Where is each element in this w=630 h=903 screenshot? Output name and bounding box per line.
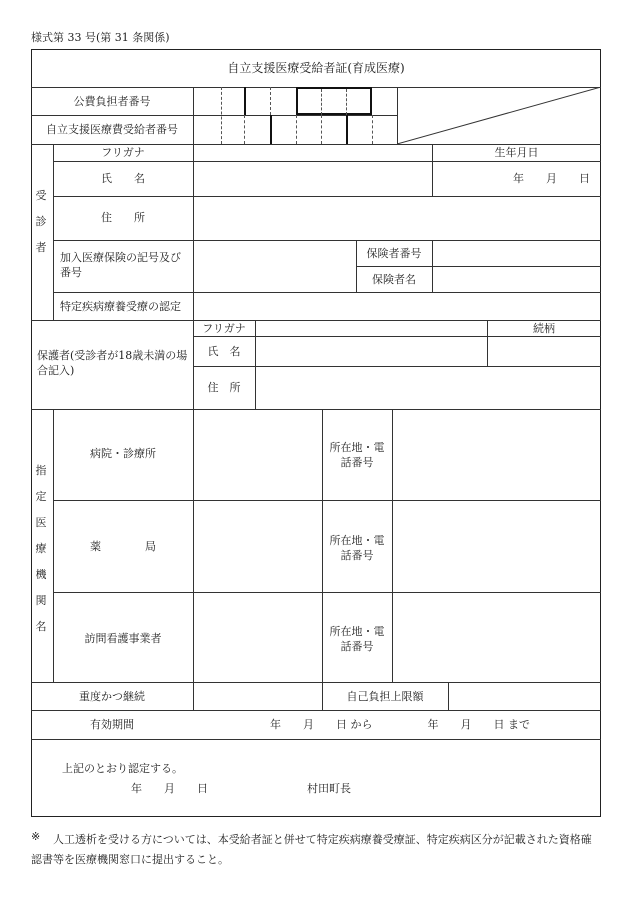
divider <box>53 500 601 501</box>
divider <box>31 739 601 740</box>
divider <box>193 409 194 710</box>
hospital-label: 病院・診療所 <box>90 447 156 460</box>
digit-divider <box>270 115 272 144</box>
digit-divider <box>372 115 373 144</box>
divider <box>31 710 601 711</box>
divider <box>193 87 194 144</box>
birth-date-format: 年 月 日 <box>513 172 590 185</box>
digit-divider <box>296 115 297 144</box>
nursing-label: 訪問看護事業者 <box>84 632 162 645</box>
divider <box>392 409 393 682</box>
divider <box>31 115 397 116</box>
insurer-name-label: 保険者名 <box>372 273 416 286</box>
divider <box>193 366 601 367</box>
diagonal-strike <box>397 87 601 144</box>
birth-date-label: 生年月日 <box>494 146 539 159</box>
form-title: 自立支援医療受給者証(育成医療) <box>227 61 405 75</box>
patient-name-label: 氏 名 <box>101 172 145 185</box>
divider <box>31 682 601 683</box>
guardian-name-label: 氏 名 <box>207 345 241 358</box>
severe-continuous-label: 重度かつ継続 <box>79 690 145 703</box>
digit-divider <box>321 115 322 144</box>
divider <box>31 144 601 145</box>
digit-divider <box>221 87 222 144</box>
divider <box>448 682 449 710</box>
divider <box>193 336 601 337</box>
institution-side-label: 指 定 医 療 機 関 名 <box>35 464 47 633</box>
divider <box>53 196 601 197</box>
footnote: 人工透析を受ける方については、本受給者証と併せて特定疾病療養受療証、特定疾病区分が記載された資格確認書等を医療機関窓口に提出すること。 <box>31 833 592 866</box>
certify-date: 年 月 日 <box>131 782 208 795</box>
recipient-number-label: 自立支援医療費受給者番号 <box>46 123 178 136</box>
patient-furigana-label: フリガナ <box>101 146 145 159</box>
pharmacy-label: 薬 局 <box>90 540 156 553</box>
digit-divider <box>244 115 245 144</box>
footnote-mark: ※ <box>31 830 41 843</box>
validity-text: 年 月 日 から 年 月 日 まで <box>270 718 530 731</box>
guardian-furigana-label: フリガナ <box>202 322 246 335</box>
form-id: 様式第 33 号(第 31 条関係) <box>31 31 170 44</box>
nursing-location-label: 所在地・電話番号 <box>329 625 385 653</box>
public-payer-number-label: 公費負担者番号 <box>73 95 151 108</box>
divider <box>53 161 601 162</box>
validity-label: 有効期間 <box>90 718 134 731</box>
digit-divider <box>346 89 347 115</box>
divider <box>53 592 601 593</box>
digit-divider <box>270 87 271 115</box>
patient-side-label: 受 診 者 <box>35 189 47 254</box>
digit-divider <box>321 89 322 115</box>
divider <box>255 320 256 409</box>
insurer-number-label: 保険者番号 <box>366 247 422 260</box>
hospital-location-label: 所在地・電話番号 <box>329 441 385 469</box>
insurance-label: 加入医療保険の記号及び番号 <box>60 251 181 279</box>
divider <box>31 320 601 321</box>
certify-text: 上記のとおり認定する。 <box>62 762 183 775</box>
divider <box>356 266 601 267</box>
guardian-label: 保護者(受診者が18歳未満の場合記入) <box>37 349 188 377</box>
divider <box>53 144 54 320</box>
divider <box>53 240 601 241</box>
divider <box>322 409 323 682</box>
divider <box>53 292 601 293</box>
patient-address-label: 住 所 <box>101 211 145 224</box>
check-digit-box <box>296 87 372 115</box>
copay-limit-label: 自己負担上限額 <box>346 690 424 703</box>
pharmacy-location-label: 所在地・電話番号 <box>329 534 385 562</box>
digit-divider <box>244 87 246 115</box>
relationship-label: 続柄 <box>533 322 555 335</box>
specific-disease-label: 特定疾病療養受療の認定 <box>60 300 181 313</box>
mayor: 村田町長 <box>307 782 351 795</box>
digit-divider <box>346 115 348 144</box>
divider <box>31 409 601 410</box>
guardian-address-label: 住 所 <box>207 381 241 394</box>
divider <box>193 144 194 320</box>
